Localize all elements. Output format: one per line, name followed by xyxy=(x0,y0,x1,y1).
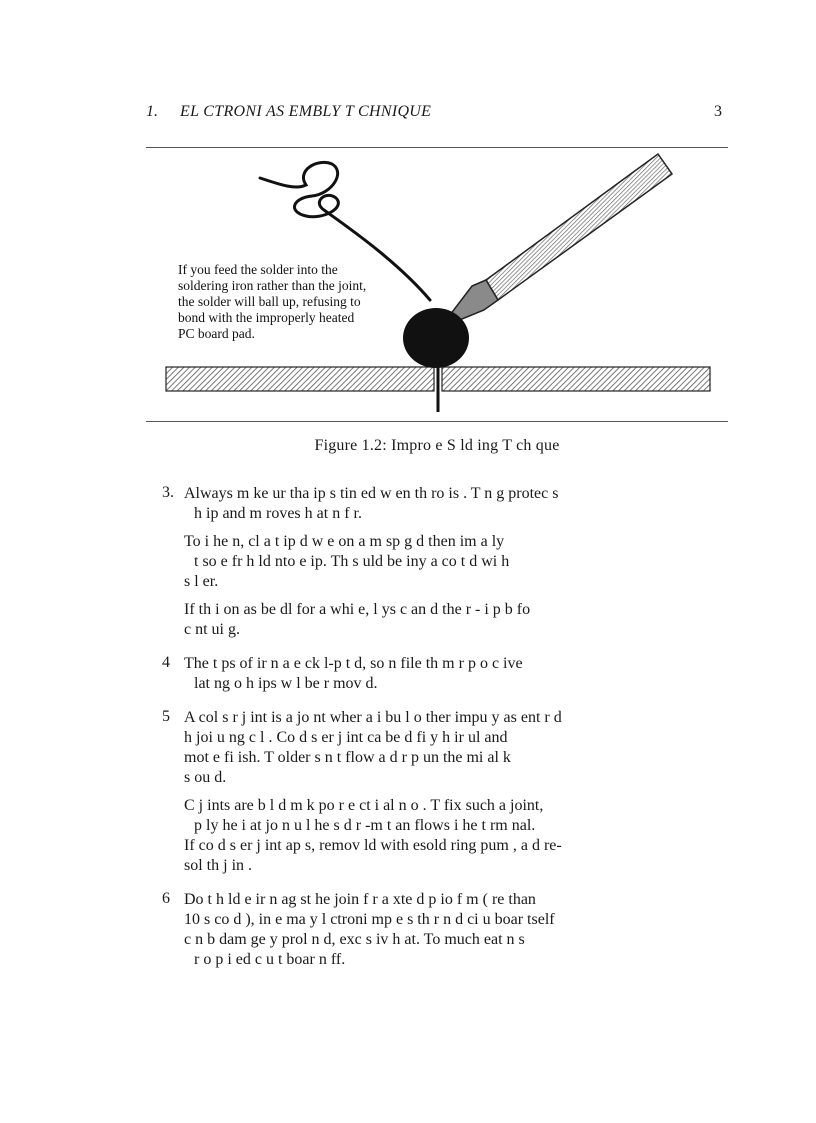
text-line: sol th j in . xyxy=(184,857,253,874)
text-line: lat ng o h ips w l be r mov d. xyxy=(194,675,378,692)
board-pad-right xyxy=(442,367,710,391)
text-line: c n b dam ge y prol n d, exc s iv h at. To much eat n s xyxy=(184,931,525,948)
text-line: Always m ke ur tha ip s tin ed w en th ro is . T n g protec s xyxy=(184,485,559,502)
text-line: h ip and m roves h at n f r. xyxy=(194,505,362,522)
text-line: The t ps of ir n a e ck l-p t d, so n file th m r p o c ive xyxy=(184,655,523,672)
text-line: If th i on as be dl for a whi e, l ys c an d the r - i p b fo xyxy=(184,601,531,618)
item-number: 4 xyxy=(162,654,170,671)
text-line: Do t h ld e ir n ag st he join f r a xte d p io f m ( re than xyxy=(184,891,536,908)
list-item xyxy=(146,708,728,876)
text-line: s l er. xyxy=(184,573,219,590)
annotation-line: If you feed the solder into the xyxy=(178,262,338,277)
text-line: s ou d. xyxy=(184,769,227,786)
page-number: 3 xyxy=(714,103,722,120)
top-rule xyxy=(146,147,728,148)
paragraph xyxy=(184,600,728,640)
text-line: c nt ui g. xyxy=(184,621,240,638)
list-item xyxy=(146,484,728,640)
figure-annotation xyxy=(178,262,418,342)
soldering-iron xyxy=(440,154,672,328)
item-number: 3. xyxy=(162,484,174,501)
running-header xyxy=(146,103,722,125)
annotation-line: soldering iron rather than the joint, xyxy=(178,278,367,293)
paragraph xyxy=(184,796,728,876)
item-number: 5 xyxy=(162,708,170,725)
paragraph xyxy=(184,890,728,970)
paragraph xyxy=(184,484,728,524)
list-item xyxy=(146,654,728,694)
paragraph xyxy=(184,708,728,788)
text-line: r o p i ed c u t boar n ff. xyxy=(194,951,346,968)
figure-caption: Figure 1.2: Impro e S ld ing T ch que xyxy=(314,437,560,454)
text-line: mot e fi ish. T older s n t flow a d r p un the mi al k xyxy=(184,749,511,766)
chapter-number: 1. xyxy=(146,103,158,120)
soldering-figure xyxy=(146,150,728,420)
technique-list xyxy=(146,484,728,984)
annotation-line: bond with the improperly heated xyxy=(178,310,355,325)
text-line: t so e fr h ld nto e ip. Th s uld be iny a co t d wi h xyxy=(194,553,510,570)
text-line: p ly he i at jo n u l he s d r -m t an flows i he t rm nal. xyxy=(194,817,536,834)
annotation-line: PC board pad. xyxy=(178,326,255,341)
text-line: C j ints are b l d m k po r e ct i al n o . T fix such a joint, xyxy=(184,797,544,814)
text-line: A col s r j int is a jo nt wher a i bu l o ther impu y as ent r d xyxy=(184,709,562,726)
text-line: h joi u ng c l . Co d s er j int ca be d fi y h ir ul and xyxy=(184,729,508,746)
item-number: 6 xyxy=(162,890,170,907)
board-pad-left xyxy=(166,367,434,391)
paragraph xyxy=(184,654,728,694)
bottom-rule xyxy=(146,421,728,422)
text-line: 10 s co d ), in e ma y l ctroni mp e s th r n d ci u boar tself xyxy=(184,911,555,928)
annotation-line: the solder will ball up, refusing to xyxy=(178,294,361,309)
chapter-title: EL CTRONI AS EMBLY T CHNIQUE xyxy=(180,103,432,120)
text-line: To i he n, cl a t ip d w e on a m sp g d then im a ly xyxy=(184,533,505,550)
text-line: If co d s er j int ap s, remov ld with esold ring pum , a d re- xyxy=(184,837,562,854)
list-item xyxy=(146,890,728,970)
paragraph xyxy=(184,532,728,592)
